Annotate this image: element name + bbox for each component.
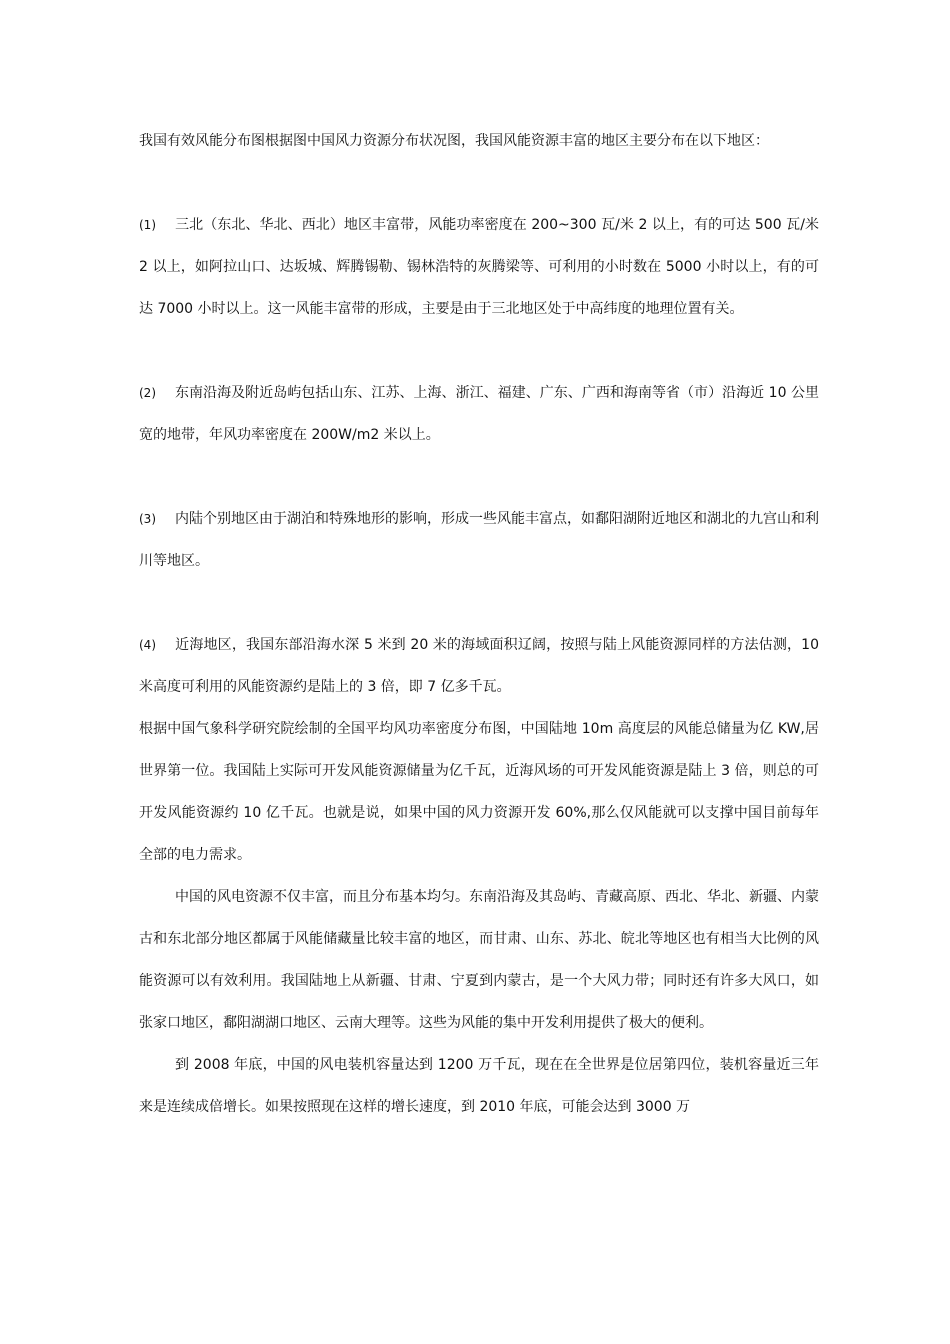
list-item-2	[139, 372, 819, 456]
list-item-number: (3)	[139, 512, 156, 526]
list-item-4	[139, 624, 819, 708]
spacer	[139, 582, 819, 624]
list-item-text: 内陆个别地区由于湖泊和特殊地形的影响，形成一些风能丰富点，如鄱阳湖附近地区和湖北的九宫山和利川等地区。	[139, 511, 819, 569]
list-item-number: (4)	[139, 638, 156, 652]
document-body	[139, 120, 819, 1128]
spacer	[139, 162, 819, 204]
spacer	[139, 330, 819, 372]
capacity-paragraph: 到 2008 年底，中国的风电装机容量达到 1200 万千瓦，现在在全世界是位居第四位，装机容量近三年来是连续成倍增长。如果按照现在这样的增长速度，到 2010 年底，可能会达到 3000 万	[139, 1057, 819, 1115]
list-item-text: 三北（东北、华北、西北）地区丰富带，风能功率密度在 200~300 瓦/米 2 以上，有的可达 500 瓦/米 2 以上，如阿拉山口、达坂城、辉腾锡勒、锡林浩特的灰腾梁等、可利用的小时数在 5000 小时以上，有的可达 7000 小时以上。这一风能丰富带的形成，主要是由于三北地区处于中高纬度的地理位置有关。	[139, 217, 819, 317]
list-item-number: (2)	[139, 386, 156, 400]
list-item-text: 东南沿海及附近岛屿包括山东、江苏、上海、浙江、福建、广东、广西和海南等省（市）沿海近 10 公里宽的地带，年风功率密度在 200W/m2 米以上。	[139, 385, 819, 443]
list-item-text: 近海地区，我国东部沿海水深 5 米到 20 米的海域面积辽阔，按照与陆上风能资源同样的方法估测，10 米高度可利用的风能资源约是陆上的 3 倍，即 7 亿多千瓦。	[139, 637, 819, 695]
reserve-paragraph: 根据中国气象科学研究院绘制的全国平均风功率密度分布图，中国陆地 10m 高度层的风能总储量为亿 KW,居世界第一位。我国陆上实际可开发风能资源储量为亿千瓦，近海风场的可开发风能资源是陆上 3 倍，则总的可开发风能资源约 10 亿千瓦。也就是说，如果中国的风力资源开发 60%,那么仅风能就可以支撑中国目前每年全部的电力需求。	[139, 721, 819, 863]
spacer	[139, 456, 819, 498]
list-item-3	[139, 498, 819, 582]
list-item-number: (1)	[139, 218, 156, 232]
distribution-paragraph: 中国的风电资源不仅丰富，而且分布基本均匀。东南沿海及其岛屿、青藏高原、西北、华北、新疆、内蒙古和东北部分地区都属于风能储藏量比较丰富的地区，而甘肃、山东、苏北、皖北等地区也有相当大比例的风能资源可以有效利用。我国陆地上从新疆、甘肃、宁夏到内蒙古，是一个大风力带；同时还有许多大风口，如张家口地区，鄱阳湖湖口地区、云南大理等。这些为风能的集中开发利用提供了极大的便利。	[139, 889, 819, 1031]
intro-paragraph: 我国有效风能分布图根据图中国风力资源分布状况图，我国风能资源丰富的地区主要分布在以下地区：	[139, 133, 769, 149]
list-item-1	[139, 204, 819, 330]
